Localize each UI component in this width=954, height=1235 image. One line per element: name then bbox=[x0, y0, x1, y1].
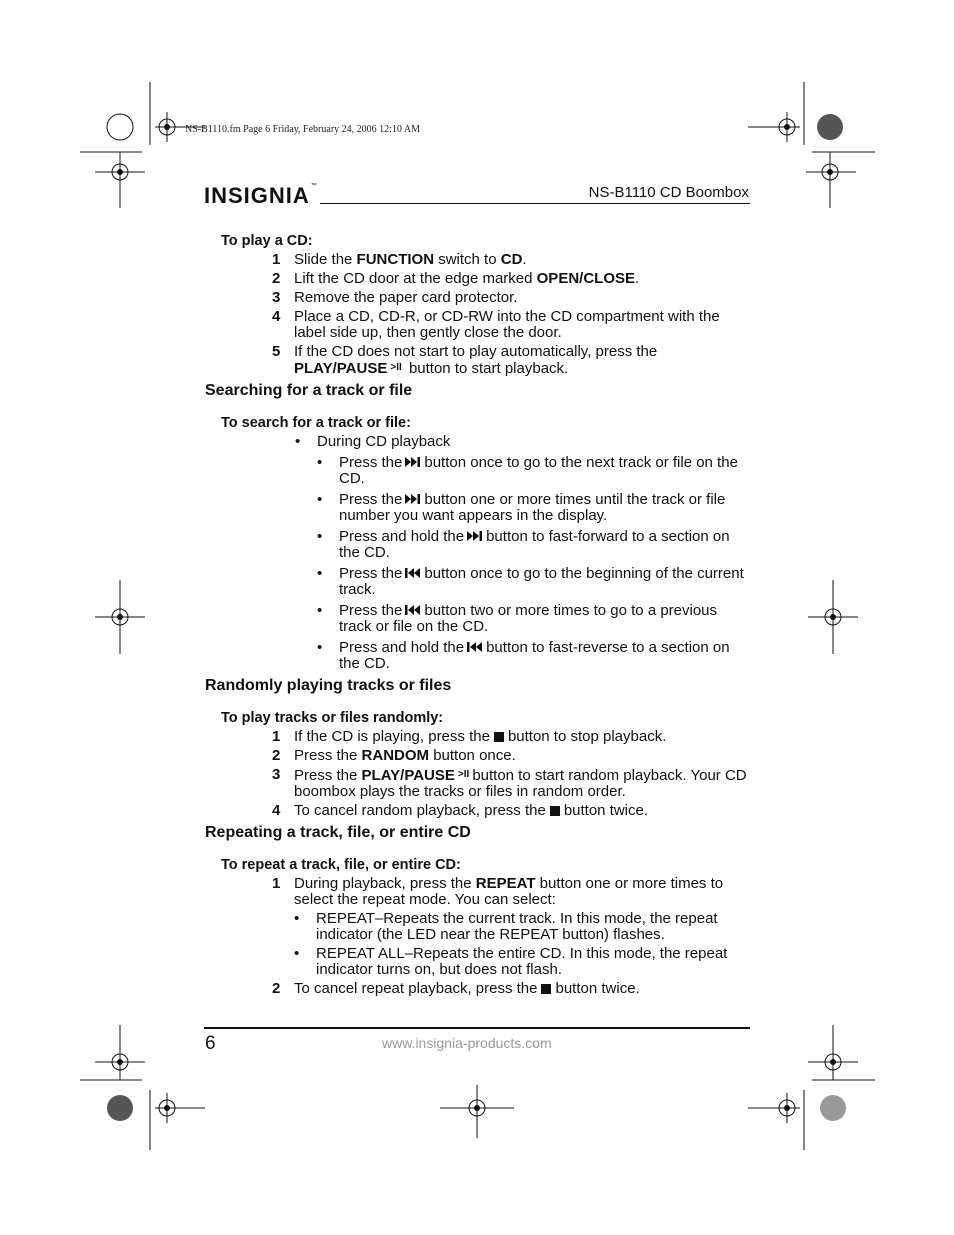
footer-url: www.insignia-products.com bbox=[382, 1035, 552, 1051]
stop-icon bbox=[494, 732, 504, 742]
list-item: • Press the button once to go to the beginning of the current track. bbox=[317, 565, 744, 599]
list-item: • Press the button one or more times until the track or file number you want appears in the display. bbox=[317, 491, 726, 525]
step: 5 If the CD does not start to play automatically, press the PLAY/PAUSE $^{>II}$ button to start playback. bbox=[272, 343, 658, 377]
step: 1 Slide the FUNCTION switch to CD. bbox=[272, 251, 527, 268]
list-item: • During CD playback bbox=[295, 433, 451, 450]
page-number: 6 bbox=[205, 1033, 216, 1054]
list-item: • Press and hold the button to fast-reverse to a section on the CD. bbox=[317, 639, 730, 673]
list-item: • REPEAT ALL–Repeats the entire CD. In this mode, the repeat indicator turns on, but does not flash. bbox=[294, 945, 728, 979]
step: 1 If the CD is playing, press the button to stop playback. bbox=[272, 728, 667, 746]
list-item: • Press and hold the button to fast-forward to a section on the CD. bbox=[317, 528, 730, 562]
procedure-title: To repeat a track, file, or entire CD: bbox=[221, 857, 461, 874]
list-item: • Press the button two or more times to go to a previous track or file on the CD. bbox=[317, 602, 718, 636]
step: 3 Press the PLAY/PAUSE $^{>II}$ button to start random playback. Your CD boombox plays the tracks or files in random order. bbox=[272, 766, 747, 801]
print-slug: NS-B1110.fm Page 6 Friday, February 24, 2006 12:10 AM bbox=[185, 124, 420, 135]
section-heading: Repeating a track, file, or entire CD bbox=[205, 824, 471, 842]
step: 3 Remove the paper card protector. bbox=[272, 289, 518, 306]
procedure-title: To play a CD: bbox=[221, 233, 313, 249]
step: 2 Lift the CD door at the edge marked OPEN/CLOSE. bbox=[272, 270, 640, 287]
section-heading: Randomly playing tracks or files bbox=[205, 677, 452, 695]
brand-logo: INSIGNIA™ bbox=[204, 183, 318, 208]
step: 4 To cancel random playback, press the button twice. bbox=[272, 802, 649, 820]
step: 4 Place a CD, CD-R, or CD-RW into the CD compartment with the label side up, then gently close the door. bbox=[272, 308, 720, 341]
section-heading: Searching for a track or file bbox=[205, 382, 413, 399]
play-pause-icon: >II bbox=[457, 769, 470, 781]
prev-track-icon bbox=[405, 603, 421, 619]
step: 2 Press the RANDOM button once. bbox=[272, 747, 516, 765]
step: 1 During playback, press the REPEAT button one or more times to select the repeat mode. You can select: bbox=[272, 875, 724, 909]
next-track-icon bbox=[405, 455, 421, 471]
next-track-icon bbox=[405, 492, 421, 508]
stop-icon bbox=[550, 806, 560, 816]
page-content bbox=[205, 233, 750, 1000]
step: 2 To cancel repeat playback, press the button twice. bbox=[272, 980, 640, 998]
document-title: NS-B1110 CD Boombox bbox=[588, 184, 749, 201]
next-track-icon bbox=[467, 529, 483, 545]
footer-rule bbox=[204, 1027, 750, 1029]
prev-track-icon bbox=[467, 640, 483, 656]
prev-track-icon bbox=[405, 566, 421, 582]
procedure-title: To search for a track or file: bbox=[221, 415, 411, 431]
procedure-title: To play tracks or files randomly: bbox=[221, 710, 444, 727]
header-rule bbox=[320, 203, 750, 204]
stop-icon bbox=[541, 984, 551, 994]
list-item: • Press the button once to go to the next track or file on the CD. bbox=[317, 454, 738, 488]
list-item: • REPEAT–Repeats the current track. In this mode, the repeat indicator (the LED near the REPEAT button) flashes. bbox=[294, 910, 718, 944]
play-pause-icon: >II bbox=[390, 362, 402, 373]
